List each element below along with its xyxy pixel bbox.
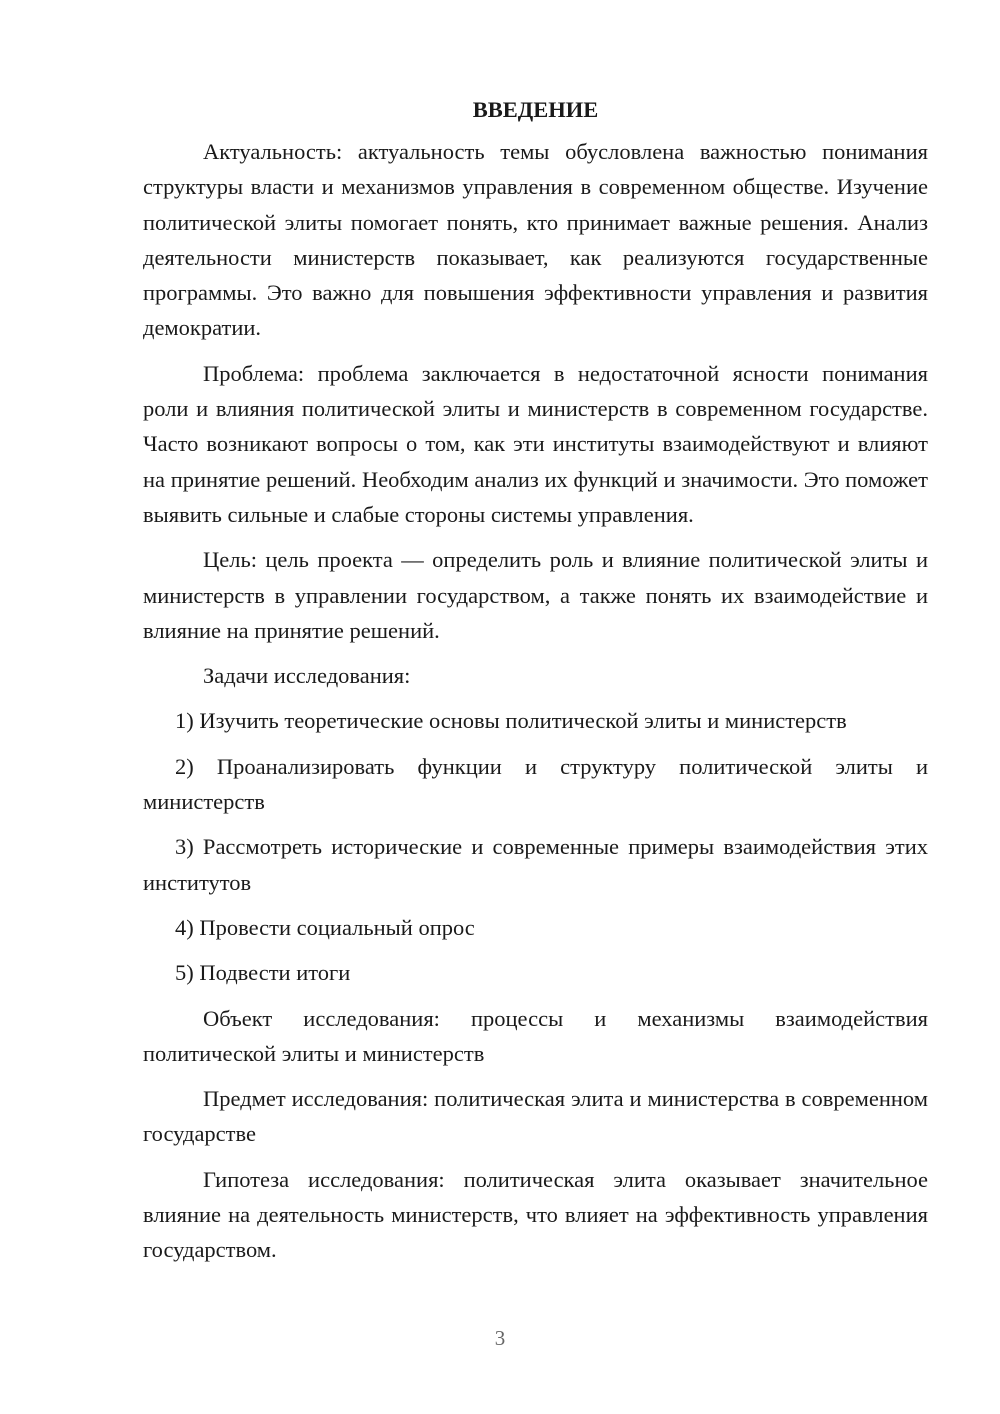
- task-item: 4) Провести социальный опрос: [175, 914, 475, 940]
- subject-paragraph: Предмет исследования: политическая элита и министерства в современном государстве: [143, 1086, 928, 1147]
- task-item: 2) Проанализировать функции и структуру политической элиты и министерств: [143, 753, 928, 815]
- hypothesis-paragraph: Гипотеза исследования: политическая элита оказывает значительное влияние на деятельность министерств, что влияет на эффективность управления государством.: [143, 1166, 928, 1263]
- task-item: 1) Изучить теоретические основы политической элиты и министерств: [175, 708, 847, 734]
- relevance-paragraph: Актуальность: актуальность темы обусловлена важностью понимания структуры власти и механизмов управления в современном обществе. Изучение политической элиты помогает понять, кто принимает важные решения. Анализ деятельности министерств показывает, как реализуются государственные программы. Это важно для повышения эффективности управления и развития демократии.: [143, 139, 928, 341]
- problem-paragraph: Проблема: проблема заключается в недостаточной ясности понимания роли и влияния политической элиты и министерств в современном государстве. Часто возникают вопросы о том, как эти институты взаимодействуют и влияют на принятие решений. Необходим анализ их функций и значимости. Это поможет выявить сильные и слабые стороны системы управления.: [143, 360, 928, 527]
- page-content: [143, 92, 928, 1278]
- page-title: ВВЕДЕНИЕ: [472, 97, 599, 122]
- goal-paragraph: Цель: цель проекта — определить роль и влияние политической элиты и министерств в управлении государством, а также понять их взаимодействие и влияние на принятие решений.: [143, 547, 928, 643]
- page-number: 3: [494, 1326, 506, 1350]
- object-paragraph: Объект исследования: процессы и механизмы взаимодействия политической элиты и министерств: [143, 1005, 928, 1066]
- task-item: 5) Подвести итоги: [175, 960, 351, 986]
- tasks-heading: Задачи исследования:: [203, 663, 411, 689]
- task-item: 3) Рассмотреть исторические и современные примеры взаимодействия этих институтов: [143, 834, 928, 895]
